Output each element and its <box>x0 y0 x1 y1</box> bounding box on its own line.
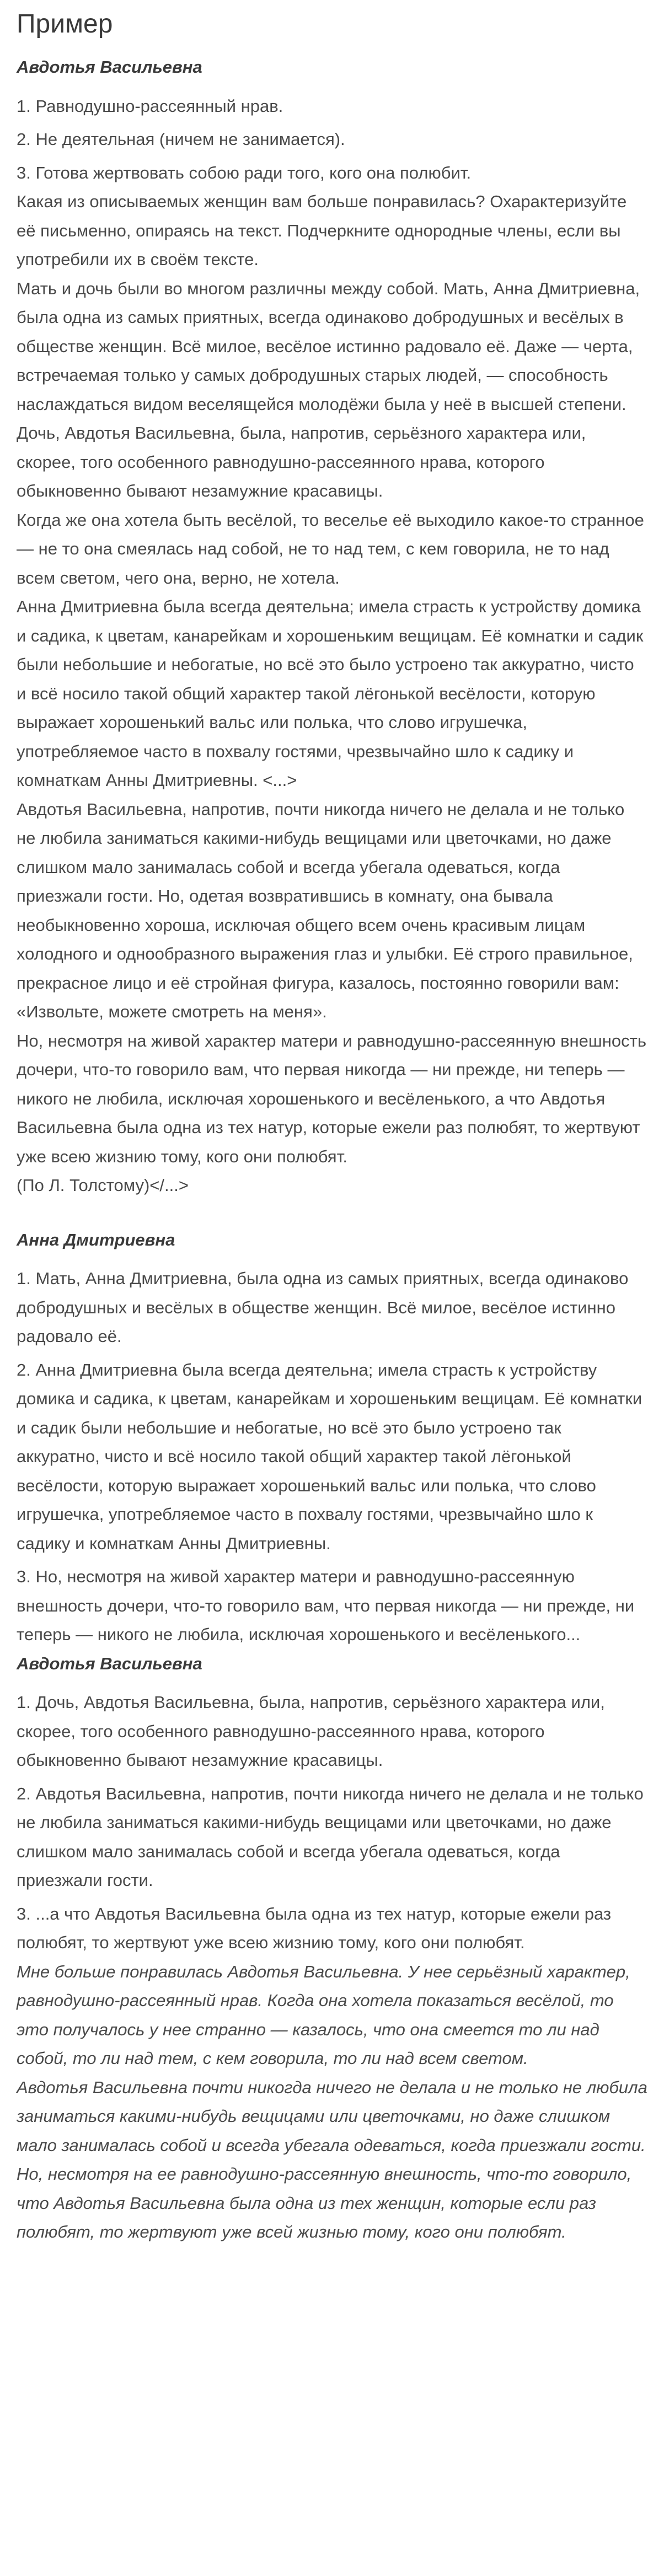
quote-item: 2. Авдотья Васильевна, напротив, почти никогда ничего не делала и не только не любила заниматься какими-нибудь вещицами или цветочками, но даже слишком мало занималась собой и всегда убегала одеваться, когда приезжали гости. <box>17 1783 644 1890</box>
quote-item: 1. Дочь, Авдотья Васильевна, была, напротив, серьёзного характера или, скорее, того особенного равнодушно-рассеянного нрава, которого обыкновенно бывают незамужние красавицы. <box>17 1693 605 1770</box>
section-avdotya-summary <box>17 53 647 187</box>
section-anna <box>17 1226 647 1650</box>
text-paragraph: Анна Дмитриевна была всегда деятельна; имела страсть к устройству домика и садика, к цветам, канарейкам и хорошеньким вещицам. Её комнатки и садик были небольшие и небогатые, но всё это было устроено так аккуратно, чисто и всё носило такой общий характер такой лёгонькой весёлости, которую выражает хорошенький вальс или полька, что слово игрушечка, употребляемое часто в похвалу гостями, чрезвычайно шло к садику и комнаткам Анны Дмитриевны. <...> <box>17 597 644 790</box>
answer-block <box>17 1958 647 2247</box>
text-paragraph: Авдотья Васильевна, напротив, почти никогда ничего не делала и не только не любила заниматься какими-нибудь вещицами или цветочками, но даже слишком мало занималась собой и всегда убегала одеваться, когда приезжали гости. Но, одетая возвратившись в комнату, она бывала необыкновенно хороша, исключая общего всем очень красивым лицам холодного и однообразного выражения глаз и улыбки. Её строго правильное, прекрасное лицо и её стройная фигура, казалось, постоянно говорили вам: «Извольте, можете смотреть на меня». <box>17 799 633 1021</box>
quote-item: 1. Мать, Анна Дмитриевна, была одна из самых приятных, всегда одинаково добродушных и весёлых в обществе женщин. Всё милое, весёлое истинно радовало её. <box>17 1269 629 1346</box>
task-question: Какая из описываемых женщин вам больше понравилась? Охарактеризуйте её письменно, опираясь на текст. Подчеркните однородные члены, если вы употребили их в своём тексте. <box>17 192 627 269</box>
quote-item: 3. ...а что Авдотья Васильевна была одна из тех натур, которые ежели раз полюбят, то жертвуют уже всею жизнию тому, кого они полюбят. <box>17 1904 612 1952</box>
answer-paragraph: Авдотья Васильевна почти никогда ничего не делала и не только не любила заниматься какими-нибудь вещицами или цветочками, но даже слишком мало занималась собой и всегда убегала одеваться, когда приезжали гости. <box>17 2077 647 2155</box>
answer-paragraph: Но, несмотря на ее равнодушно-рассеянную внешность, что-то говорило, что Авдотья Васильевна была одна из тех женщин, которые если раз полюбят, то жертвуют уже всей жизнью тому, кого они полюбят. <box>17 2164 632 2241</box>
summary-item: 2. Не деятельная (ничем не занимается). <box>17 130 345 149</box>
text-source-attribution: (По Л. Толстому)</...> <box>17 1176 189 1195</box>
page-title: Пример <box>17 9 113 39</box>
quote-item: 2. Анна Дмитриевна была всегда деятельна; имела страсть к устройству домика и садика, к цветам, канарейкам и хорошеньким вещицам. Её комнатки и садик были небольшие и небогатые, но всё это было устроено так аккуратно, чисто и всё носило такой общий характер такой лёгонькой весёлости, которую выражает хорошенький вальс или полька, что слово игрушечка, употребляемое часто в похвалу гостями, чрезвычайно шло к садику и комнаткам Анны Дмитриевны. <box>17 1360 642 1553</box>
text-paragraph: Мать и дочь были во многом различны между собой. Мать, Анна Дмитриевна, была одна из самых приятных, всегда одинаково добродушных и весёлых в обществе женщин. Всё милое, весёлое истинно радовало её. Даже — черта, встречаемая только у самых добродушных старых людей, — способность наслаждаться видом веселящейся молодёжи была у неё в высшей степени. Дочь, Авдотья Васильевна, была, напротив, серьёзного характера или, скорее, того особенного равнодушно-рассеянного нрава, которого обыкновенно бывают незамужние красавицы. <box>17 278 640 500</box>
task-block <box>17 187 647 274</box>
section-avdotya <box>17 1650 647 1958</box>
section-heading: Анна Дмитриевна <box>17 1230 175 1249</box>
section-heading: Авдотья Васильевна <box>17 57 202 77</box>
text-paragraph: Когда же она хотела быть весёлой, то веселье её выходило какое-то странное — не то она смеялась над собой, не то над тем, с кем говорила, не то над всем светом, чего она, верно, не хотела. <box>17 510 644 588</box>
answer-paragraph: Мне больше понравилась Авдотья Васильевна. У нее серьёзный характер, равнодушно-рассеянный нрав. Когда она хотела показаться весёлой, то это получалось у нее странно — казалось, что она смеется то ли над собой, то ли над тем, с кем говорила, то ли над всем светом. <box>17 1961 630 2068</box>
summary-item: 1. Равнодушно-рассеянный нрав. <box>17 96 283 116</box>
quote-item: 3. Но, несмотря на живой характер матери и равнодушно-рассеянную внешность дочери, что-то говорило вам, что первая никогда — ни прежде, ни теперь — никого не любила, исключая хорошенького и весёленького... <box>17 1567 635 1644</box>
summary-item: 3. Готова жертвовать собою ради того, кого она полюбит. <box>17 163 472 182</box>
source-text <box>17 274 647 1200</box>
text-paragraph: Но, несмотря на живой характер матери и равнодушно-рассеянную внешность дочери, что-то говорило вам, что первая никогда — ни прежде, ни теперь — никого не любила, исключая хорошенького и весёленького, а что Авдотья Васильевна была одна из тех натур, которые ежели раз полюбят, то жертвуют уже всею жизнию тому, кого они полюбят. <box>17 1031 646 1166</box>
section-heading: Авдотья Васильевна <box>17 1653 202 1673</box>
